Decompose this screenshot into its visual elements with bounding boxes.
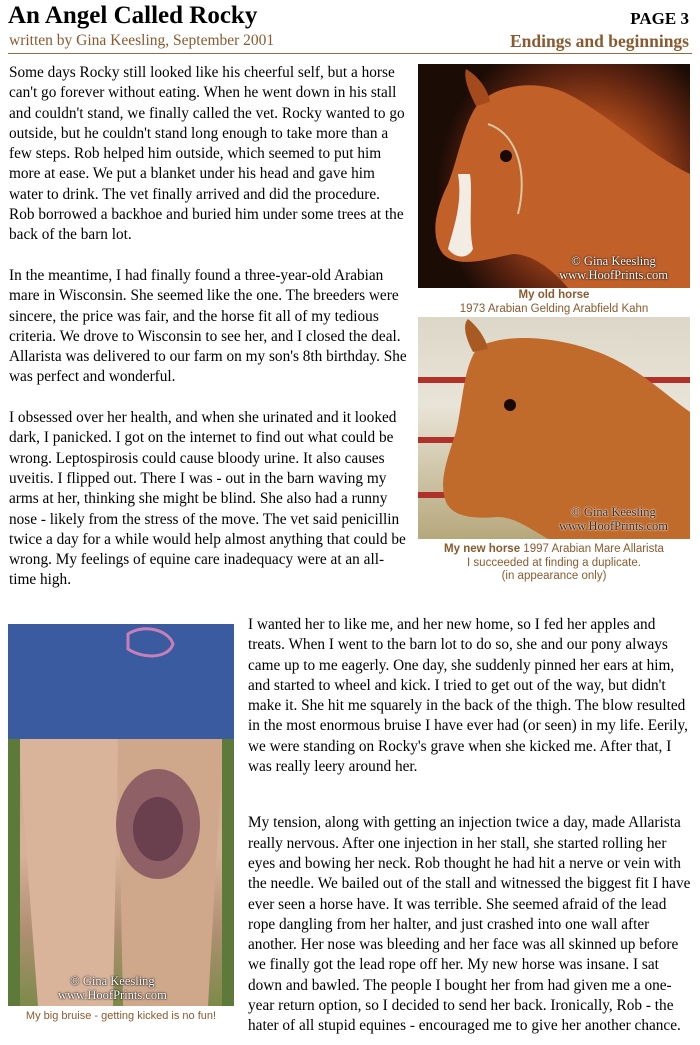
watermark: © Gina Keesling www.HoofPrints.com — [559, 254, 668, 282]
byline: written by Gina Keesling, September 2001 — [9, 32, 275, 49]
caption-line: 1973 Arabian Gelding Arabfield Kahn — [459, 302, 649, 315]
bruise-caption: My big bruise - getting kicked is no fun! — [25, 1010, 217, 1022]
new-horse-photo — [418, 317, 690, 539]
paragraph: In the meantime, I had finally found a three-year-old Arabian mare in Wisconsin. She seemed like the one. The breeders were sincere, the price was fair, and the horse fit all of my tedious criteria. We drove to Wisconsin to see her, and I closed the deal. Allarista was delivered to our farm on my son's 8th birthday. She was perfect and wonderful. — [9, 266, 407, 386]
paragraph: I wanted her to like me, and her new home, so I fed her apples and treats. When I went to the barn lot to do so, she and our pony always came up to me eagerly. One day, she suddenly pinned her ears at him, and started to wheel and kick. I tried to get out of the way, but didn't make it. She hit me squarely in the back of the thigh. The blow resulted in the most enormous bruise I have ever had (or seen) in my life. Eerily, we were standing on Rocky's grave when she kicked me. After that, I was really leery around her. — [248, 616, 688, 776]
paragraph: Some days Rocky still looked like his cheerful self, but a horse can't go forever without eating. When he went down in his stall and couldn't stand, we finally called the vet. Rocky wanted to go outside, but he couldn't stand long enough to take more than a few steps. Rob helped him outside, which seemed to put him more at ease. We put a blanket under his head and gave him water to drink. The vet finally arrived and did the procedure. Rob borrowed a backhoe and buried him under some trees at the back of the barn lot. — [9, 64, 405, 244]
bruise-photo — [8, 624, 234, 1006]
caption-line: I succeeded at finding a duplicate. — [467, 556, 641, 569]
page-title: An Angel Called Rocky — [8, 2, 258, 29]
caption-title: My new horse — [444, 543, 521, 555]
watermark: © Gina Keesling www.HoofPrints.com — [58, 974, 167, 1002]
watermark: © Gina Keesling www.HoofPrints.com — [559, 505, 668, 533]
paragraph: I obsessed over her health, and when she urinated and it looked dark, I panicked. I got on the internet to find out what could be wrong. Leptospirosis could cause bloody urine. It also causes uveitis. I flipped out. There I was - out in the barn waving my arms at her, thinking she might be blind. She also had a runny nose - likely from the stress of the move. The vet said penicillin twice a day for a while would help almost anything that could be wrong. My feelings of equine care inadequacy were at an all-time high. — [9, 409, 406, 589]
caption-line: (in appearance only) — [501, 570, 607, 582]
article-column-1 — [9, 63, 407, 611]
caption-text: 1997 Arabian Mare Allarista — [520, 543, 664, 555]
leg-illustration — [8, 624, 234, 1006]
old-horse-caption — [418, 289, 690, 316]
article-column-2 — [248, 615, 694, 1037]
section-title: Endings and beginnings — [510, 31, 689, 51]
new-horse-caption — [418, 543, 690, 584]
old-horse-photo — [418, 64, 690, 288]
header-divider — [8, 53, 692, 54]
caption-title: My old horse — [518, 289, 590, 301]
paragraph: My tension, along with getting an injection twice a day, made Allarista really nervous. After one injection in her stall, she started rolling her eyes and bowing her neck. Rob thought he had hit a nerve or vein with the needle. We bailed out of the stall and witnessed the biggest fit I have ever seen a horse have. It was terrible. She seemed afraid of the lead rope dangling from her halter, and just crashed into one wall after another. Her nose was bleeding and her face was all skinned up before we finally got the lead rope off her. My new horse was insane. I sat down and bawled. The people I bought her from had given me a one-year return option, so I decided to send her back. Ironically, Rob - the hater of all stupid equines - encouraged me to give her another chance. — [248, 814, 691, 1035]
page-number: PAGE 3 — [630, 9, 689, 28]
